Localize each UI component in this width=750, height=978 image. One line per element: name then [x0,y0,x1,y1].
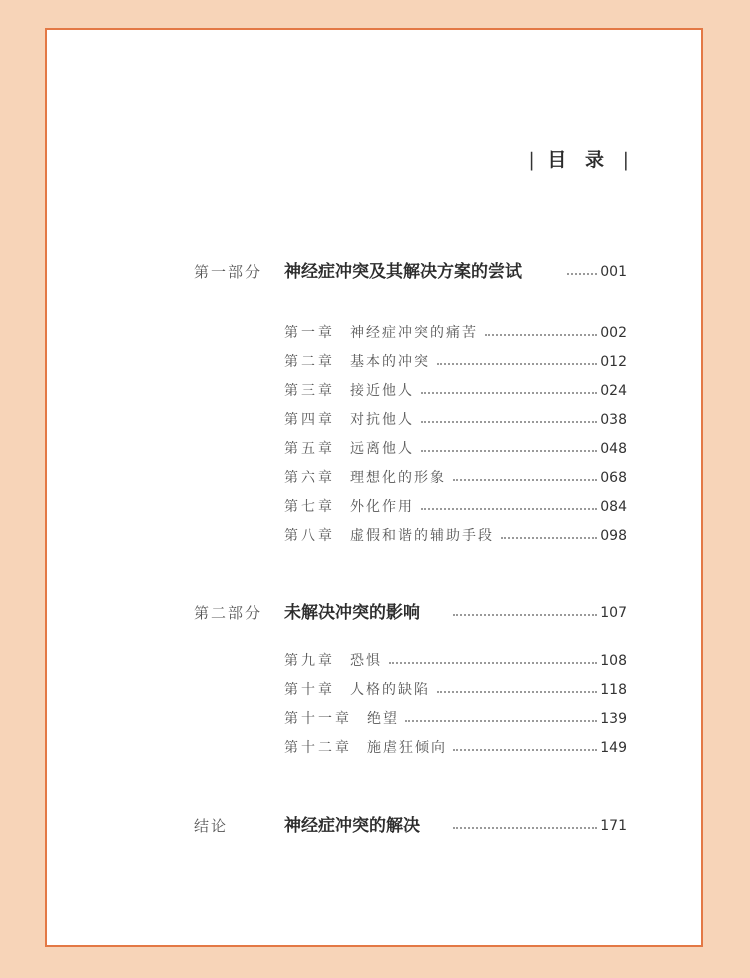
chapter-title: 理想化的形象 [350,470,446,486]
chapter-page: 108 [600,653,627,669]
part-1-page: 001 [600,264,627,280]
chapter-6-entry[interactable] [47,466,701,490]
chapter-page: 068 [600,470,627,486]
conclusion-entry[interactable] [47,814,701,838]
chapter-title: 人格的缺陷 [350,682,430,698]
chapter-label: 第八章 [284,528,335,544]
part-2-title: 未解决冲突的影响 [284,603,420,623]
dot-leader [421,421,597,423]
chapter-page: 048 [600,441,627,457]
conclusion-title: 神经症冲突的解决 [284,816,420,836]
chapter-7-entry[interactable] [47,495,701,519]
part-1-entry[interactable] [47,260,701,284]
chapter-title: 对抗他人 [350,412,414,428]
heading-bar-left: | [528,149,535,171]
chapter-page: 012 [600,354,627,370]
chapter-title: 神经症冲突的痛苦 [350,325,478,341]
part-2-entry[interactable] [47,601,701,625]
chapter-4-entry[interactable] [47,408,701,432]
chapter-title: 虚假和谐的辅助手段 [350,528,494,544]
chapter-label: 第十章 [284,682,335,698]
dot-leader [389,662,597,664]
chapter-page: 024 [600,383,627,399]
dot-leader [421,450,597,452]
conclusion-page: 171 [600,818,627,834]
part-2-label: 第二部分 [194,604,263,622]
dot-leader [501,537,597,539]
chapter-label: 第二章 [284,354,335,370]
chapter-label: 第十一章 [284,711,352,727]
chapter-label: 第一章 [284,325,335,341]
chapter-title: 远离他人 [350,441,414,457]
dot-leader [453,827,597,829]
dot-leader [437,363,597,365]
dot-leader [567,273,597,275]
chapter-title: 接近他人 [350,383,414,399]
chapter-2-entry[interactable] [47,350,701,374]
chapter-1-entry[interactable] [47,321,701,345]
chapter-page: 084 [600,499,627,515]
chapter-title: 基本的冲突 [350,354,430,370]
chapter-8-entry[interactable] [47,524,701,548]
toc-heading [528,145,629,172]
chapter-label: 第三章 [284,383,335,399]
chapter-page: 098 [600,528,627,544]
chapter-10-entry[interactable] [47,678,701,702]
dot-leader [421,392,597,394]
chapter-label: 第九章 [284,653,335,669]
chapter-label: 第七章 [284,499,335,515]
toc-page [45,28,703,947]
chapter-page: 002 [600,325,627,341]
chapter-title: 绝望 [367,711,399,727]
part-1-title: 神经症冲突及其解决方案的尝试 [284,262,522,282]
chapter-label: 第六章 [284,470,335,486]
chapter-11-entry[interactable] [47,707,701,731]
chapter-label: 第十二章 [284,740,352,756]
heading-bar-right: | [622,149,629,171]
chapter-page: 118 [600,682,627,698]
chapter-page: 149 [600,740,627,756]
toc-heading-text: 目 录 [547,149,610,171]
dot-leader [437,691,597,693]
dot-leader [453,749,597,751]
dot-leader [453,614,597,616]
dot-leader [421,508,597,510]
part-1-label: 第一部分 [194,263,263,281]
chapter-label: 第五章 [284,441,335,457]
chapter-title: 恐惧 [350,653,382,669]
chapter-page: 038 [600,412,627,428]
chapter-5-entry[interactable] [47,437,701,461]
conclusion-label: 结论 [194,817,229,835]
dot-leader [453,479,597,481]
chapter-page: 139 [600,711,627,727]
chapter-label: 第四章 [284,412,335,428]
chapter-title: 施虐狂倾向 [367,740,447,756]
chapter-3-entry[interactable] [47,379,701,403]
chapter-12-entry[interactable] [47,736,701,760]
part-2-page: 107 [600,605,627,621]
chapter-title: 外化作用 [350,499,414,515]
chapter-9-entry[interactable] [47,649,701,673]
dot-leader [485,334,597,336]
dot-leader [405,720,597,722]
